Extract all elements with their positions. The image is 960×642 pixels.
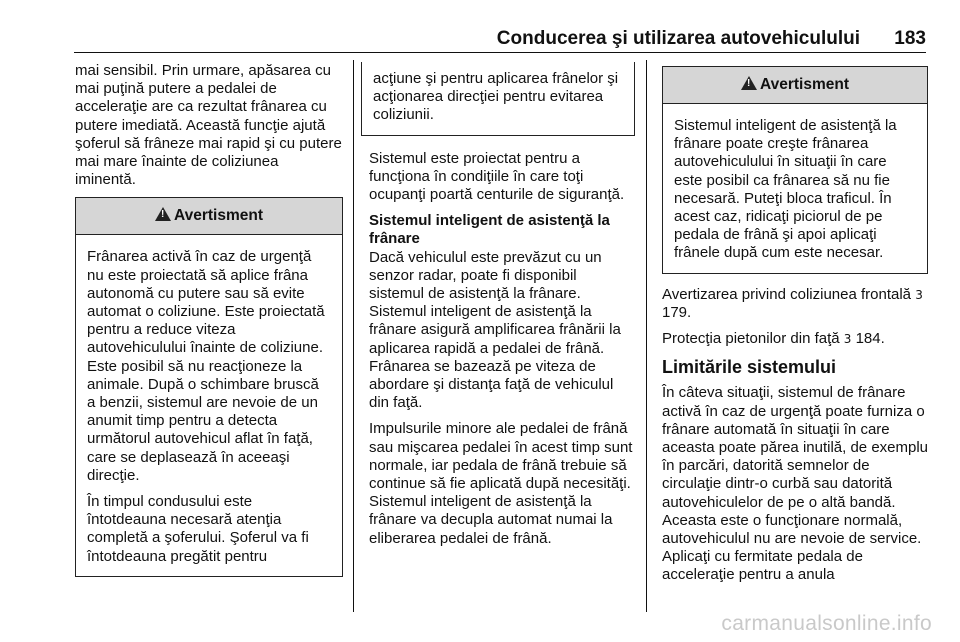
warning-paragraph: Sistemul inteligent de asistenţă la frânare poate creşte frânarea autovehiculului în situaţii în care este posibil ca frânarea să nu fie necesară. Puteţi bloca traficul. În acest caz, ridicaţi piciorul de pe pedala de frână şi apoi aplicaţi frânele după cum este necesar. (674, 117, 897, 262)
reference-text: Protecţia pietonilor din faţă (662, 330, 840, 348)
warning-box-continued (361, 62, 635, 136)
warning-paragraph: În timpul condusului este întotdeauna necesară atenţia completă a şoferului. Şoferul va fi întotdeauna pregătit pentru (87, 493, 309, 565)
reference-page: 179. (662, 303, 692, 321)
cross-reference (662, 330, 928, 348)
warning-body (663, 104, 927, 273)
header-divider (74, 52, 926, 53)
warning-header (663, 67, 927, 104)
intro-paragraph: mai sensibil. Prin urmare, apăsarea cu mai puţină putere a pedalei de acceleraţie are ca rezultat frânarea cu putere imediată. Această funcţie ajută şoferul să frâneze mai rapid şi cu putere mai mare înainte de coliziunea iminentă. (75, 62, 342, 189)
paragraph: Sistemul este proiectat pentru a funcţiona în condiţiile în care toţi ocupanţi poartă centurile de siguranţă. (369, 149, 625, 204)
page-header (0, 0, 960, 50)
warning-paragraph: Frânarea activă în caz de urgenţă nu este proiectată să aplice frâna autonomă cu putere sau să evite automat o coliziune. Este proiectată pentru a reduce viteza autovehiculului înainte de coliziune. Este posibil să nu reacţioneze la animale. După o schimbare bruscă a benzii, sistemul are nevoie de un anumit timp pentru a detecta următorul autovehicul aflat în faţă, care se deplasează în aceeaşi direcţie. (87, 248, 325, 484)
warning-icon (741, 76, 757, 90)
warning-title: Avertisment (173, 207, 263, 225)
page-reference-arrow-icon: 3 (843, 332, 852, 347)
warning-box (662, 66, 928, 274)
page-reference-arrow-icon: 3 (915, 287, 923, 302)
reference-text: Avertizarea privind coliziunea frontală (662, 285, 912, 303)
reference-page: 184. (855, 330, 885, 348)
paragraph: Dacă vehiculul este prevăzut cu un senzor radar, poate fi disponibil sistemul de asistenţă la frânare. Sistemul inteligent de asistenţă la frânare asigură amplificarea frânării la aplicarea rapidă a pedalei de frână. Frânarea se bazează pe viteza de abordare şi distanţa faţă de vehiculul din faţă. (369, 248, 621, 412)
column-middle (369, 62, 635, 556)
paragraph: Impulsurile minore ale pedalei de frână sau mişcarea pedalei în acest timp sunt normale, iar pedala de frână trebuie să continue să fie aplicată după necesităţi. Sistemul inteligent de asistenţă la frânare va decupla automat numai la eliberarea pedalei de frână. (369, 420, 633, 547)
warning-title: Avertisment (759, 76, 849, 93)
watermark: carmanualsonline.info (721, 612, 932, 635)
warning-body (76, 235, 342, 575)
column-right (662, 62, 928, 593)
paragraph: În câteva situaţii, sistemul de frânare activă în caz de urgenţă poate furniza o frânare automată în situaţii în care aceasta poate părea inutilă, de exemplu în parcări, datorită semnelor de circulaţie dintr-o curbă sau datorită autovehiculelor de pe o altă bandă. Aceasta este o funcţionare normală, autovehiculul nu are nevoie de service. Aplicaţi cu fermitate pedala de acceleraţie pentru a anula (662, 384, 929, 584)
column-divider (646, 60, 647, 612)
cross-reference (662, 286, 928, 322)
warning-header (76, 198, 342, 235)
page-number: 183 (894, 28, 926, 49)
section-title: Limitările sistemului (662, 357, 837, 378)
warning-icon (155, 207, 171, 221)
warning-continued-text: acţiune şi pentru aplicarea frânelor şi acţionarea direcţiei pentru evitarea coliziunii. (373, 70, 619, 124)
column-divider (353, 60, 354, 612)
column-left (75, 62, 343, 577)
subheading: Sistemul inteligent de asistenţă la frânare (369, 212, 610, 248)
warning-box (75, 197, 343, 576)
chapter-title: Conducerea şi utilizarea autovehiculului (496, 28, 860, 49)
